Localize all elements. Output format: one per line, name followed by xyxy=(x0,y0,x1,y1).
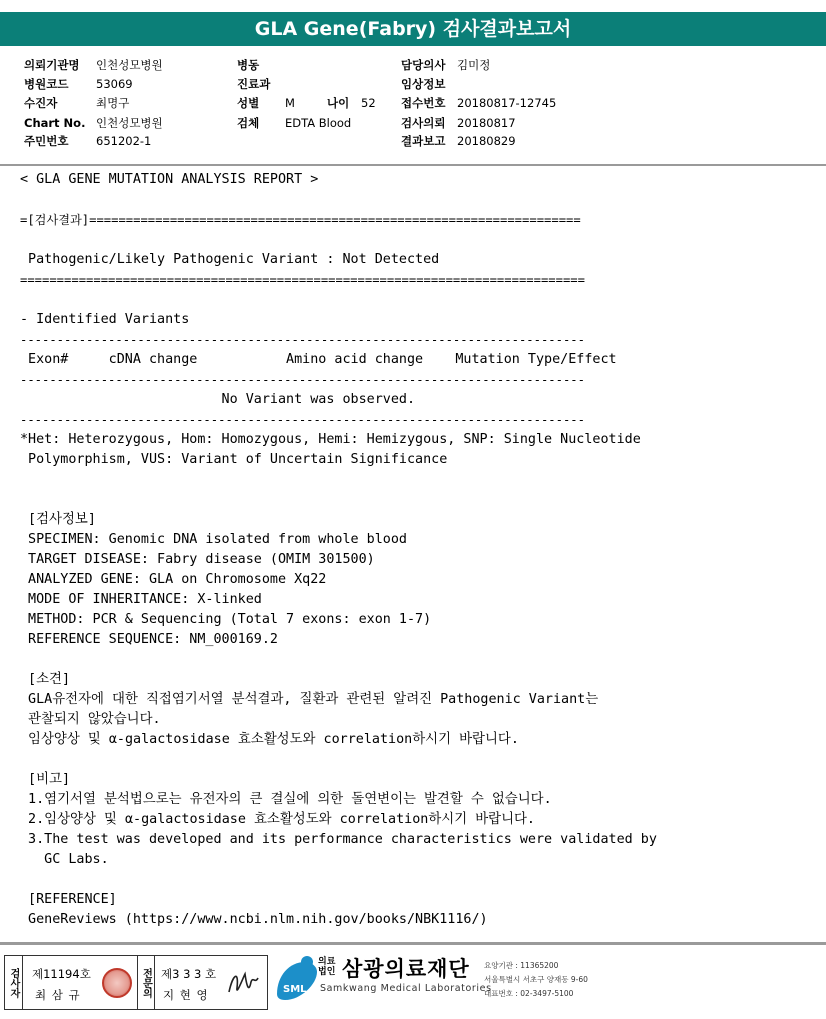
signature-icon xyxy=(225,964,261,1002)
corp-name: 삼광의료재단 xyxy=(342,957,470,981)
result-section-rule: =[검사결과]=================================================================== xyxy=(20,213,581,227)
test-info-disease: TARGET DISEASE: Fabry disease (OMIM 301500) xyxy=(20,552,375,567)
resident-no-key: 주민번호 xyxy=(24,134,69,148)
footer xyxy=(0,950,826,1019)
chart-no-key: Chart No. xyxy=(24,116,86,130)
sex-age-row xyxy=(237,94,376,112)
reference-title: [REFERENCE] xyxy=(20,892,117,907)
department-key: 진료과 xyxy=(237,77,271,91)
report-date-row xyxy=(401,132,516,150)
age-key: 나이 xyxy=(327,96,350,110)
table-mid-rule: ----------------------------------------------------------------------------- xyxy=(20,373,585,387)
accession-value: 20180817-12745 xyxy=(457,96,557,110)
department-row xyxy=(237,75,270,93)
opinion-line-2: 관찰되지 않았습니다. xyxy=(20,712,161,727)
ward-key: 병동 xyxy=(237,58,260,72)
test-info-specimen: SPECIMEN: Genomic DNA isolated from whole blood xyxy=(20,532,407,547)
report-date-key: 결과보고 xyxy=(401,134,446,148)
hospital-value: 인천성모병원 xyxy=(96,58,163,72)
specialist-label: 전문의 xyxy=(137,956,155,1009)
corp-phone: 대표번호 : 02-3497-5100 xyxy=(484,989,574,998)
accession-key: 접수번호 xyxy=(401,96,446,110)
report-title: GLA Gene(Fabry) 검사결과보고서 xyxy=(0,12,826,46)
remark-3: 3.The test was developed and its performance characteristics were validated by xyxy=(20,832,657,847)
identified-variants-title: - Identified Variants xyxy=(20,312,190,327)
doctor-row xyxy=(401,56,490,74)
remark-1: 1.염기서열 분석법으로는 유전자의 큰 결실에 의한 돌연변이는 발견할 수 없습니다. xyxy=(20,792,552,807)
no-variant-text: No Variant was observed. xyxy=(20,392,416,407)
test-info-title: [검사정보] xyxy=(20,512,96,527)
request-date-value: 20180817 xyxy=(457,116,516,130)
patient-value: 최명구 xyxy=(96,96,130,110)
inspector-label: 검사자 xyxy=(5,956,23,1009)
corp-contact-info xyxy=(484,959,588,1001)
opinion-line-3: 임상양상 및 α-galactosidase 효소활성도와 correlation하시기 바랍니다. xyxy=(20,732,519,747)
specialist-license: 제3 3 3 호 xyxy=(161,967,217,981)
corp-english-name: Samkwang Medical Laboratories xyxy=(320,983,492,994)
test-info-inheritance: MODE OF INHERITANCE: X-linked xyxy=(20,592,262,607)
report-heading: < GLA GENE MUTATION ANALYSIS REPORT > xyxy=(20,172,319,187)
header-divider xyxy=(0,164,826,166)
hospital-row xyxy=(24,56,163,74)
chart-no-row xyxy=(24,114,163,132)
chart-no-value: 인천성모병원 xyxy=(96,116,163,130)
request-date-key: 검사의뢰 xyxy=(401,116,446,130)
hospital-code-key: 병원코드 xyxy=(24,77,69,91)
table-top-rule: ----------------------------------------------------------------------------- xyxy=(20,333,585,347)
test-info-reference-seq: REFERENCE SEQUENCE: NM_000169.2 xyxy=(20,632,278,647)
resident-no-row xyxy=(24,132,151,150)
test-info-method: METHOD: PCR & Sequencing (Total 7 exons: exon 1-7) xyxy=(20,612,432,627)
doctor-value: 김미정 xyxy=(457,58,491,72)
report-date-value: 20180829 xyxy=(457,134,516,148)
footer-divider xyxy=(0,942,826,945)
double-rule: ============================================================================= xyxy=(20,273,585,287)
specialist-name: 지 현 영 xyxy=(163,988,209,1002)
specimen-value: EDTA Blood xyxy=(285,116,352,130)
test-info-gene: ANALYZED GENE: GLA on Chromosome Xq22 xyxy=(20,572,327,587)
hospital-key: 의뢰기관명 xyxy=(24,58,80,72)
sml-logo-icon xyxy=(271,954,323,1006)
ward-row xyxy=(237,56,259,74)
patient-row xyxy=(24,94,129,112)
sex-value: M xyxy=(285,96,295,110)
age-value: 52 xyxy=(361,96,376,110)
hospital-code-row xyxy=(24,75,133,93)
specimen-key: 검체 xyxy=(237,116,260,130)
sex-key: 성별 xyxy=(237,96,260,110)
resident-no-value: 651202-1 xyxy=(96,134,152,148)
doctor-key: 담당의사 xyxy=(401,58,446,72)
specimen-row xyxy=(237,114,351,132)
clinical-info-row xyxy=(401,75,457,93)
reference-link: GeneReviews (https://www.ncbi.nlm.nih.gov/books/NBK1116/) xyxy=(20,912,488,927)
opinion-title: [소견] xyxy=(20,672,71,687)
hospital-code-value: 53069 xyxy=(96,77,133,91)
logo-text: SML xyxy=(283,984,307,995)
corp-prefix: 의료법인 xyxy=(318,957,336,977)
table-bottom-rule: ----------------------------------------------------------------------------- xyxy=(20,413,585,427)
accession-row xyxy=(401,94,556,112)
abbreviation-note-2: Polymorphism, VUS: Variant of Uncertain Significance xyxy=(20,452,448,467)
corp-address: 서울특별시 서초구 양재동 9-60 xyxy=(484,975,588,984)
corp-institution-code: 요양기관 : 11365200 xyxy=(484,961,559,970)
patient-header xyxy=(0,56,826,156)
seal-stamp-icon xyxy=(102,968,132,998)
inspector-license: 제11194호 xyxy=(32,967,91,981)
result-summary: Pathogenic/Likely Pathogenic Variant : Not Detected xyxy=(20,252,440,267)
clinical-info-key: 임상정보 xyxy=(401,77,446,91)
remark-3-cont: GC Labs. xyxy=(20,852,109,867)
signature-box xyxy=(4,955,268,1010)
patient-key: 수진자 xyxy=(24,96,58,110)
variant-table-header: Exon# cDNA change Amino acid change Mutation Type/Effect xyxy=(20,352,617,367)
request-date-row xyxy=(401,114,516,132)
opinion-line-1: GLA유전자에 대한 직접염기서열 분석결과, 질환과 관련된 알려진 Pathogenic Variant는 xyxy=(20,692,599,707)
abbreviation-note-1: *Het: Heterozygous, Hom: Homozygous, Hemi: Hemizygous, SNP: Single Nucleotide xyxy=(20,432,641,447)
inspector-name: 최 삼 규 xyxy=(35,988,81,1002)
remarks-title: [비고] xyxy=(20,772,71,787)
remark-2: 2.임상양상 및 α-galactosidase 효소활성도와 correlation하시기 바랍니다. xyxy=(20,812,535,827)
